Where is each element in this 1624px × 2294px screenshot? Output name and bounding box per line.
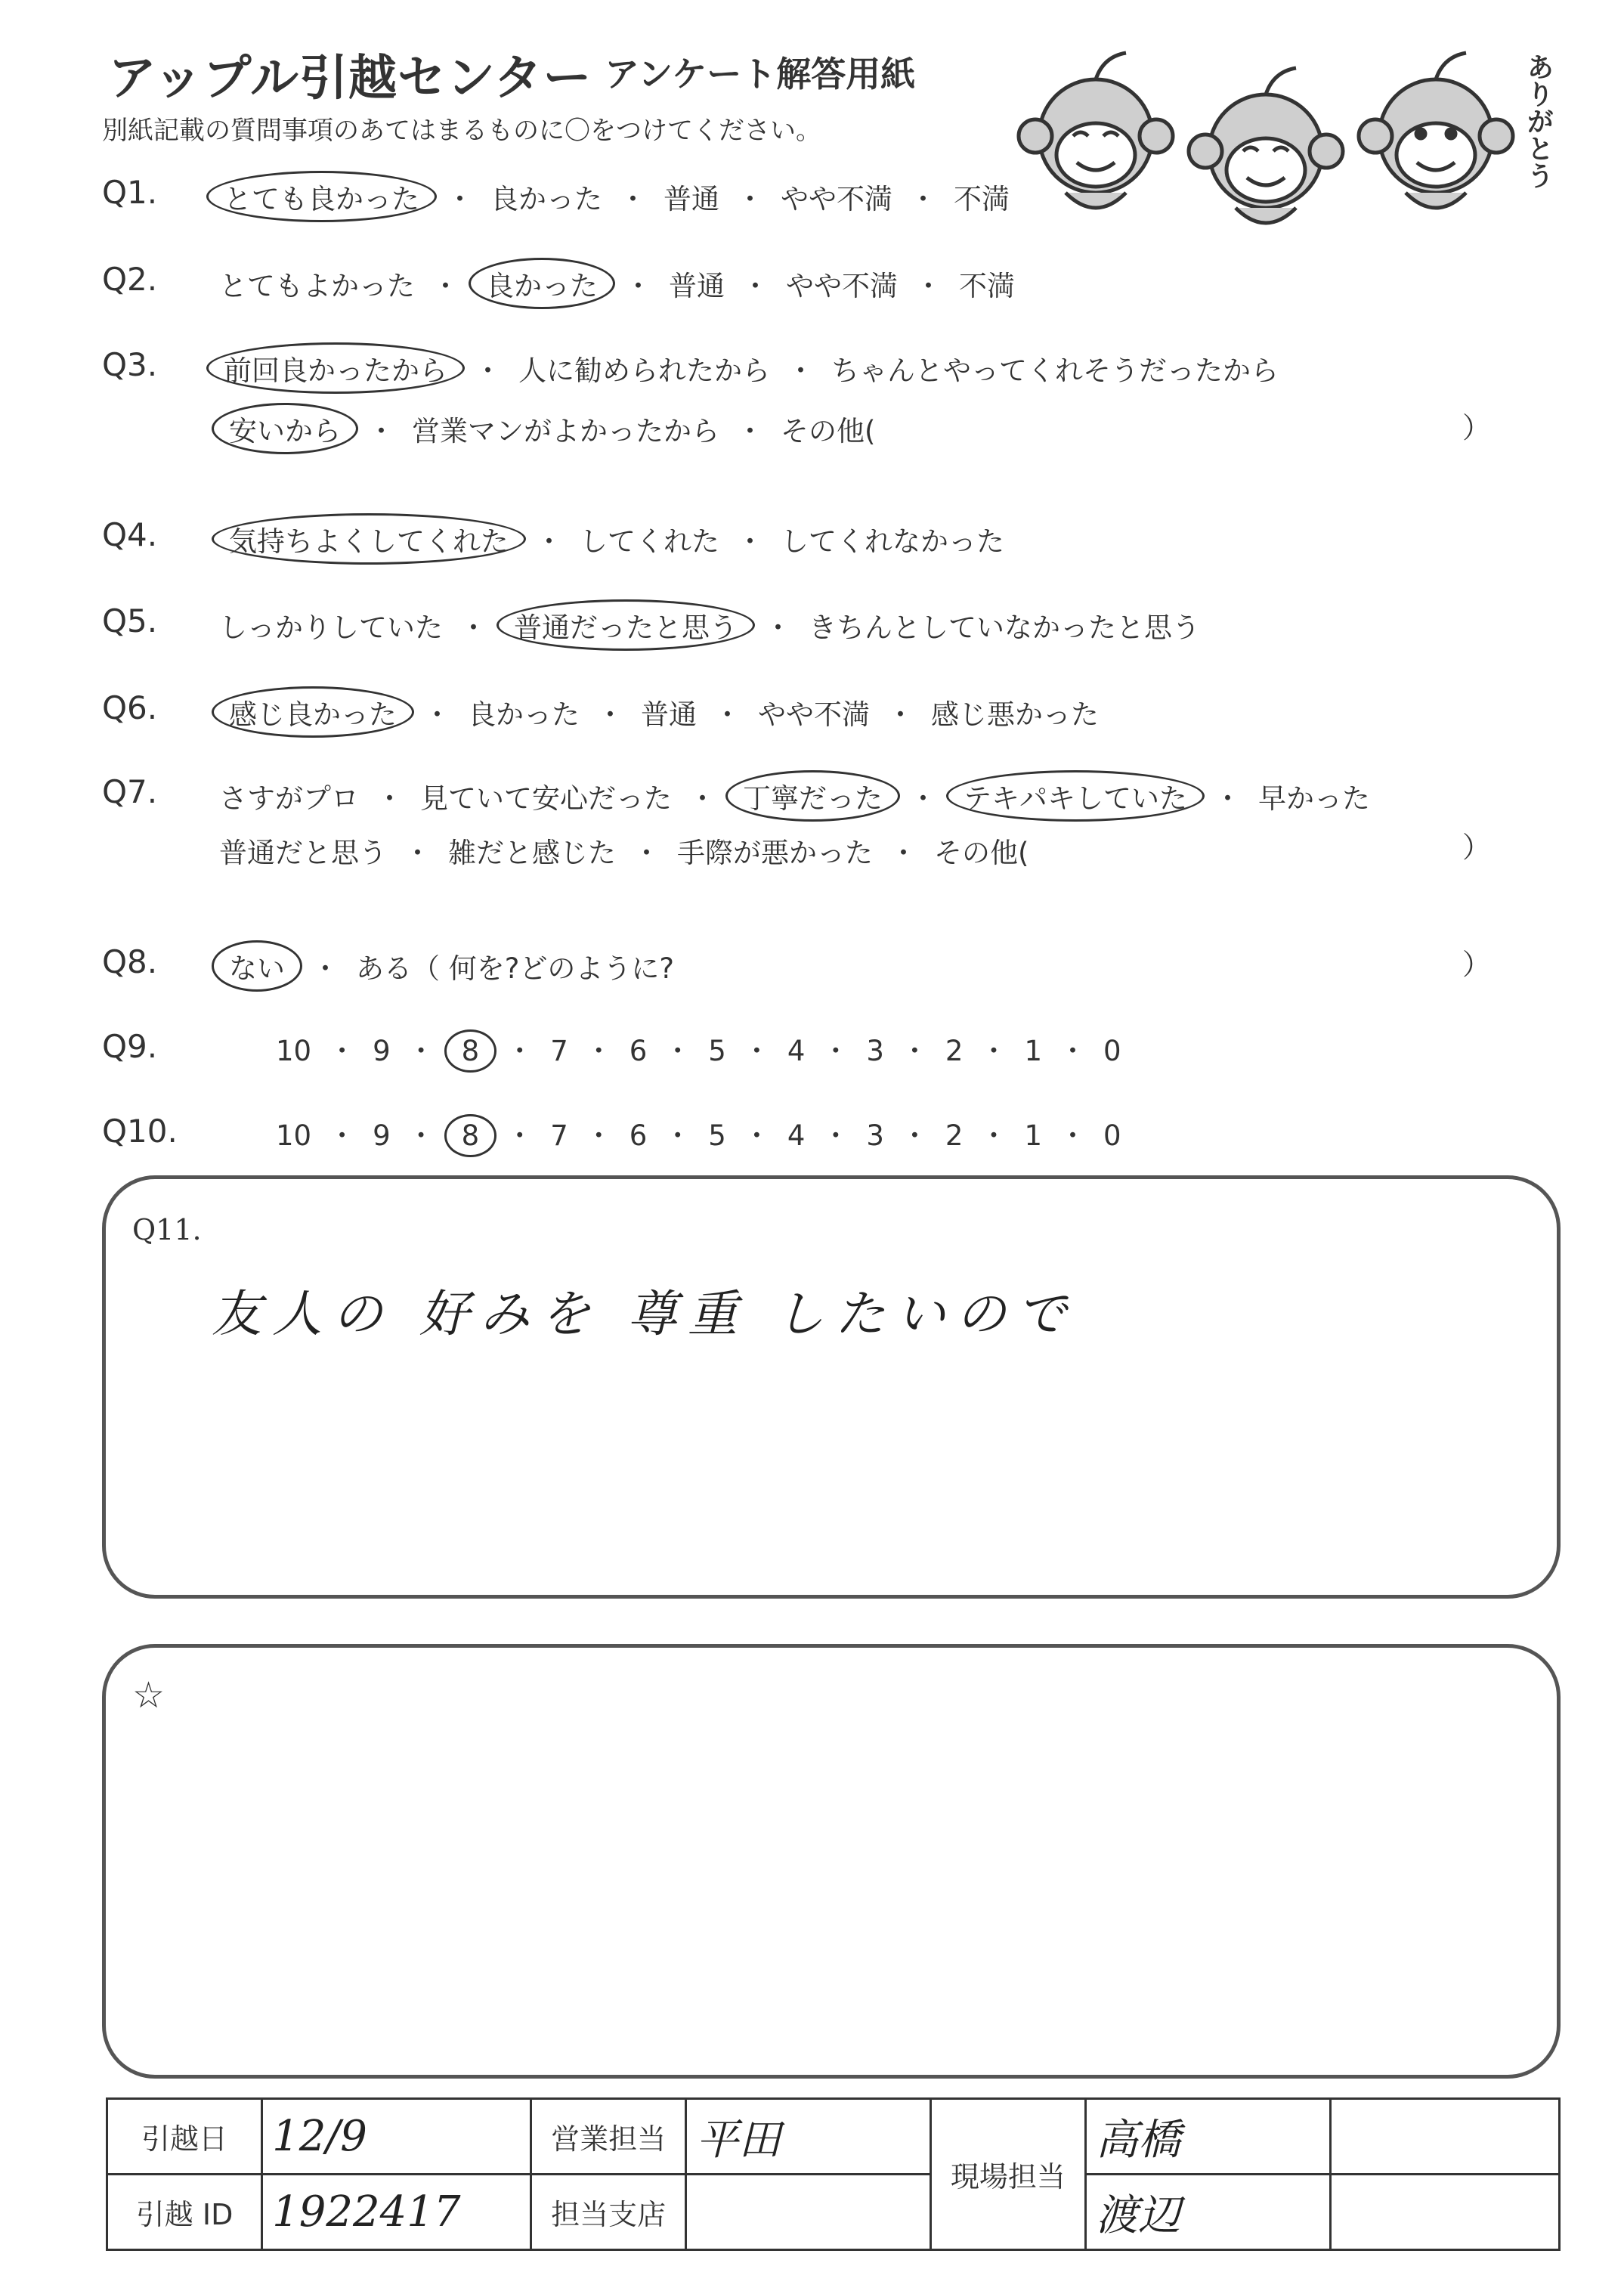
sales-label: 営業担当 bbox=[531, 2099, 686, 2175]
option-q7-6[interactable]: 普通だと思う bbox=[219, 837, 387, 869]
option-q6-1[interactable]: 感じ良かった bbox=[212, 686, 414, 738]
option-q4-1[interactable]: 気持ちよくしてくれた bbox=[212, 513, 526, 565]
q11-handwritten-answer: 友人の 好みを 尊重 したいので bbox=[212, 1285, 1077, 1343]
option-q5-1[interactable]: しっかりしていた bbox=[219, 611, 443, 644]
score-q9-9[interactable]: 9 bbox=[373, 1035, 391, 1067]
score-q10-2[interactable]: 2 bbox=[945, 1119, 964, 1152]
score-q9-3[interactable]: 3 bbox=[866, 1035, 884, 1067]
question-label-q10: Q10. bbox=[102, 1113, 178, 1150]
form-subtitle: アンケート解答用紙 bbox=[605, 54, 916, 94]
blank-cell-2[interactable] bbox=[1330, 2175, 1559, 2250]
option-q7-7[interactable]: 雑だと感じた bbox=[448, 837, 616, 869]
close-paren-q8: ） bbox=[1462, 948, 1492, 981]
site-value-2[interactable]: 渡辺 bbox=[1085, 2175, 1330, 2250]
move-id-label: 引越 ID bbox=[107, 2175, 262, 2250]
option-q8-1[interactable]: ない bbox=[212, 940, 302, 992]
question-label-q1: Q1. bbox=[102, 174, 158, 211]
question-label-q2: Q2. bbox=[102, 261, 158, 298]
score-q10-0[interactable]: 0 bbox=[1103, 1119, 1121, 1152]
option-q1-2[interactable]: 良かった bbox=[490, 183, 602, 215]
option-q3-2[interactable]: 人に勧められたから bbox=[518, 354, 770, 387]
branch-label: 担当支店 bbox=[531, 2175, 686, 2250]
question-options-q9: 10 ・ 9 ・ 8 ・ 7 ・ 6 ・ 5 ・ 4 ・ 3 ・ 2 ・ 1 ・ 0 bbox=[276, 1028, 1121, 1069]
monkey-icon-right bbox=[1359, 53, 1513, 208]
option-q4-3[interactable]: してくれなかった bbox=[781, 525, 1004, 558]
monkey-icon-left bbox=[1019, 53, 1173, 208]
option-q3-1[interactable]: 前回良かったから bbox=[206, 342, 465, 394]
option-q7-1[interactable]: さすがプロ bbox=[219, 782, 359, 815]
option-q7-8[interactable]: 手際が悪かった bbox=[677, 837, 873, 869]
question-options-q4: 気持ちよくしてくれた ・ してくれた ・ してくれなかった bbox=[219, 519, 1004, 559]
option-q5-2[interactable]: 普通だったと思う bbox=[496, 599, 755, 651]
score-q9-4[interactable]: 4 bbox=[787, 1035, 806, 1067]
question-options-q3-line1: 前回良かったから ・ 人に勧められたから ・ ちゃんとやってくれそうだったから bbox=[214, 348, 1279, 389]
score-q9-8[interactable]: 8 bbox=[444, 1029, 497, 1073]
score-q10-8[interactable]: 8 bbox=[444, 1114, 497, 1157]
question-label-q9: Q9. bbox=[102, 1028, 158, 1065]
score-q9-0[interactable]: 0 bbox=[1103, 1035, 1121, 1067]
star-icon: ☆ bbox=[132, 1674, 165, 1717]
site-value-1[interactable]: 高橋 bbox=[1085, 2099, 1330, 2175]
question-options-q1: とても良かった ・ 良かった ・ 普通 ・ やや不満 ・ 不満 bbox=[214, 176, 1010, 217]
monkey-icon-middle bbox=[1189, 68, 1343, 223]
score-q9-6[interactable]: 6 bbox=[629, 1035, 648, 1067]
question-options-q7-line1: さすがプロ ・ 見ていて安心だった ・ 丁寧だった ・ テキパキしていた ・ 早かった bbox=[219, 776, 1370, 816]
close-paren-q3: ） bbox=[1462, 411, 1492, 444]
footer-info-table bbox=[106, 2097, 1561, 2251]
score-q10-7[interactable]: 7 bbox=[550, 1119, 568, 1152]
question-label-q8: Q8. bbox=[102, 943, 158, 980]
option-q2-1[interactable]: とてもよかった bbox=[219, 270, 415, 302]
score-q10-1[interactable]: 1 bbox=[1024, 1119, 1043, 1152]
option-q2-5[interactable]: 不満 bbox=[959, 270, 1015, 302]
option-q1-5[interactable]: 不満 bbox=[954, 183, 1010, 215]
site-label: 現場担当 bbox=[930, 2099, 1085, 2250]
close-paren-q7: ） bbox=[1462, 831, 1492, 864]
option-q3-3[interactable]: ちゃんとやってくれそうだったから bbox=[831, 354, 1279, 387]
option-q7-4[interactable]: テキパキしていた bbox=[946, 770, 1205, 822]
form-title: アップル引越センター bbox=[108, 51, 592, 107]
question-label-q4: Q4. bbox=[102, 516, 158, 553]
move-date-value[interactable]: 12/9 bbox=[262, 2099, 531, 2175]
score-q9-10[interactable]: 10 bbox=[276, 1035, 312, 1067]
question-options-q7-line2: 普通だと思う ・ 雑だと感じた ・ 手際が悪かった ・ その他( bbox=[219, 837, 1029, 869]
question-options-q10: 10 ・ 9 ・ 8 ・ 7 ・ 6 ・ 5 ・ 4 ・ 3 ・ 2 ・ 1 ・ 0 bbox=[276, 1113, 1121, 1153]
option-q5-3[interactable]: きちんとしていなかったと思う bbox=[809, 611, 1200, 644]
score-q10-3[interactable]: 3 bbox=[866, 1119, 884, 1152]
monkey-mascot-illustration bbox=[1013, 42, 1542, 238]
option-q3-4[interactable]: 安いから bbox=[212, 403, 358, 454]
score-q10-5[interactable]: 5 bbox=[708, 1119, 726, 1152]
question-label-q3: Q3. bbox=[102, 346, 158, 383]
option-q1-1[interactable]: とても良かった bbox=[206, 171, 437, 222]
option-q7-5[interactable]: 早かった bbox=[1258, 782, 1370, 815]
option-q4-2[interactable]: してくれた bbox=[580, 525, 719, 558]
option-q6-3[interactable]: 普通 bbox=[641, 698, 697, 731]
option-q6-4[interactable]: やや不満 bbox=[758, 698, 870, 731]
option-q7-3[interactable]: 丁寧だった bbox=[725, 770, 900, 822]
move-id-value[interactable]: 1922417 bbox=[262, 2175, 531, 2250]
option-q6-2[interactable]: 良かった bbox=[468, 698, 580, 731]
question-label-q5: Q5. bbox=[102, 602, 158, 639]
option-q7-9[interactable]: その他( bbox=[934, 837, 1029, 869]
blank-cell-1[interactable] bbox=[1330, 2099, 1559, 2175]
thanks-text: ありがとう bbox=[1523, 53, 1554, 189]
option-q1-3[interactable]: 普通 bbox=[664, 183, 719, 215]
question-options-q8: ない ・ ある（ 何を?どのように? bbox=[219, 946, 674, 986]
option-q3-6[interactable]: その他( bbox=[781, 415, 876, 447]
option-q7-2[interactable]: 見ていて安心だった bbox=[420, 782, 672, 815]
move-date-label: 引越日 bbox=[107, 2099, 262, 2175]
q11-answer-box[interactable] bbox=[102, 1175, 1561, 1599]
option-q2-4[interactable]: やや不満 bbox=[786, 270, 898, 302]
score-q9-2[interactable]: 2 bbox=[945, 1035, 964, 1067]
score-q9-1[interactable]: 1 bbox=[1024, 1035, 1043, 1067]
option-q1-4[interactable]: やや不満 bbox=[781, 183, 892, 215]
score-q10-10[interactable]: 10 bbox=[276, 1119, 312, 1152]
option-q2-3[interactable]: 普通 bbox=[669, 270, 725, 302]
question-label-q6: Q6. bbox=[102, 689, 158, 726]
sales-value[interactable]: 平田 bbox=[686, 2099, 931, 2175]
question-options-q2: とてもよかった ・ 良かった ・ 普通 ・ やや不満 ・ 不満 bbox=[219, 263, 1015, 304]
score-q9-7[interactable]: 7 bbox=[550, 1035, 568, 1067]
question-options-q3-line2: 安いから ・ 営業マンがよかったから ・ その他( bbox=[219, 408, 875, 449]
score-q10-6[interactable]: 6 bbox=[629, 1119, 648, 1152]
option-q6-5[interactable]: 感じ悪かった bbox=[931, 698, 1099, 731]
option-q8-2[interactable]: ある（ 何を?どのように? bbox=[356, 952, 675, 985]
score-q10-9[interactable]: 9 bbox=[373, 1119, 391, 1152]
question-options-q6: 感じ良かった ・ 良かった ・ 普通 ・ やや不満 ・ 感じ悪かった bbox=[219, 692, 1099, 732]
option-q3-5[interactable]: 営業マンがよかったから bbox=[412, 415, 719, 447]
score-q10-4[interactable]: 4 bbox=[787, 1119, 806, 1152]
option-q2-2[interactable]: 良かった bbox=[469, 258, 615, 309]
free-comment-box[interactable] bbox=[102, 1644, 1561, 2079]
score-q9-5[interactable]: 5 bbox=[708, 1035, 726, 1067]
q11-label: Q11. bbox=[132, 1213, 202, 1246]
question-options-q5: しっかりしていた ・ 普通だったと思う ・ きちんとしていなかったと思う bbox=[219, 605, 1200, 645]
instruction-text: 別紙記載の質問事項のあてはまるものに〇をつけてください。 bbox=[102, 116, 821, 146]
question-label-q7: Q7. bbox=[102, 773, 158, 810]
branch-value[interactable] bbox=[686, 2175, 931, 2250]
